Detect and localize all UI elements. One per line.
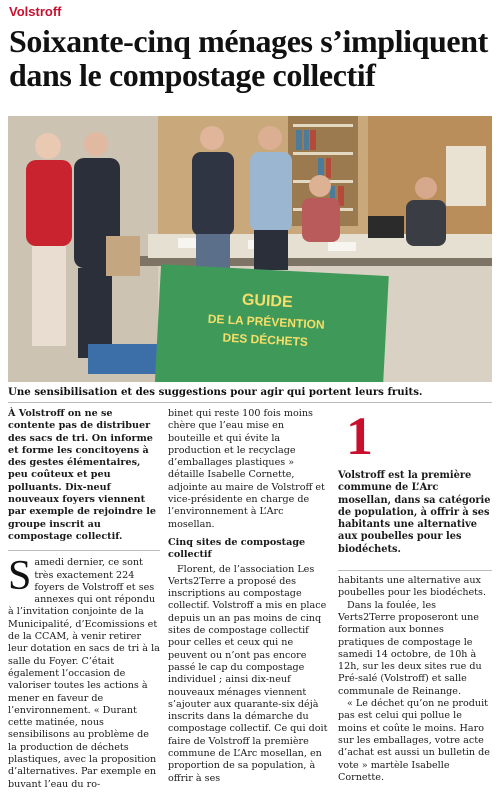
body-paragraph-2: binet qui reste 100 fois moins chère que l’eau mise en bouteille et qui évite la production et le recyclage d’emballages plastiques » détaille Isabelle Cornette, adjointe au maire de Volstroff et vice-présidente en charge de l’environnement à L’Arc mosellan. xyxy=(168,408,325,530)
body-paragraph-6: « Le déchet qu’on ne produit pas est celui qui pollue le moins et coûte le moins. Haro sur les emballages, votre acte d’achat est aussi un bulletin de vote » martèle Isabelle Cornette. xyxy=(338,698,490,783)
svg-text:GUIDE: GUIDE xyxy=(241,291,294,312)
column-2 xyxy=(168,408,328,785)
drop-cap: S xyxy=(8,553,32,600)
caption-divider xyxy=(8,402,492,403)
key-figure-callout: Volstroff est la première commune de L’Arc mosellan, dans sa catégorie de population, à offrir à ses habitants une alternative aux poubelles pour les biodéchets. xyxy=(338,470,491,555)
article-photo xyxy=(8,116,492,382)
body-paragraph-4: habitants une alternative aux poubelles pour les biodéchets. xyxy=(338,575,487,599)
body-paragraph-5: Dans la foulée, les Verts2Terre proposeront une formation aux bonnes pratiques de compostage le samedi 14 octobre, de 10h à 12h, sur les deux sites rue du Pré-salé (Volstroff) et salle communale de Reinange. xyxy=(338,599,482,697)
column-3 xyxy=(338,408,492,784)
body-paragraph-1-text: amedi dernier, ce sont très exactement 224 foyers de Volstroff et ses annexes qui ont répondu à l’invitation conjointe de la Municipalité, d’Ecomissions et de la CCAM, à venir retirer leur dotation en sacs de tri à la salle du Foyer. C’était également l’occasion de valoriser toutes les actions à mener en faveur de l’environnement. « Durant cette matinée, nous sensibilisons au problème de la production de déchets plastiques, avec la proposition d’alternatives. Par exemple en buvant l’eau du ro- xyxy=(8,557,160,790)
section-kicker: Volstroff xyxy=(9,4,62,19)
svg-text:DES DÉCHETS: DES DÉCHETS xyxy=(222,330,309,349)
callout-divider xyxy=(338,570,492,571)
photo-caption: Une sensibilisation et des suggestions pour agir qui portent leurs fruits. xyxy=(8,386,423,398)
svg-text:DE LA PRÉVENTION: DE LA PRÉVENTION xyxy=(207,311,325,332)
body-paragraph-3: Florent, de l’association Les Verts2Terre a proposé des inscriptions au compostage collectif. Volstroff a mis en place depuis un an pas moins de cinq sites de compostage collectif pour celles et ceux qui ne peuvent ou n’ont pas encore passé le cap du compostage individuel ; ainsi dix-neuf nouveaux ménages viennent s’ajouter aux quarante-six déjà inscrits dans la démarche du compostage collectif. Ce qui doit faire de Volstroff la première commune de L’Arc mosellan, en proportion de sa population, à offrir à ses xyxy=(168,563,328,784)
subhead: Cinq sites de compostage collectif xyxy=(168,536,306,561)
lead-divider xyxy=(8,550,160,551)
lead-paragraph: À Volstroff on ne se contente pas de distribuer des sacs de tri. On informe et forme les concitoyens à des gestes élémentaires, peu coûteux et peu polluants. Dix-neuf nouveaux foyers viennent par exemple de rejoindre le groupe inscrit au compostage collectif. xyxy=(8,408,156,542)
key-figure: 1 xyxy=(346,406,373,466)
headline: Soixante-cinq ménages s’impliquent dans le compostage collectif xyxy=(9,23,488,93)
column-1 xyxy=(8,408,160,791)
body-paragraph-1 xyxy=(8,553,160,791)
